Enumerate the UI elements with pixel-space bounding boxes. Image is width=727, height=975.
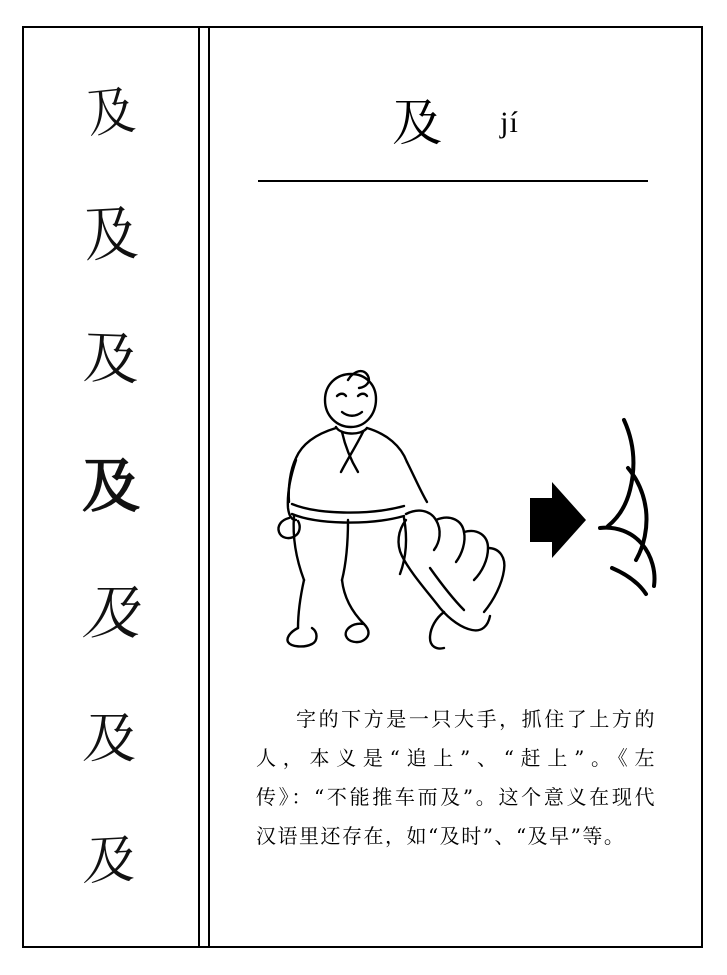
evolution-form-bronze: 及 [82,198,140,271]
explanation-paragraph: 字的下方是一只大手，抓住了上方的人，本义是“追上”、“赶上”。《左传》：“不能推车而及”。这个意义在现代汉语里还存在，如“及时”、“及早”等。 [256,707,656,848]
evolution-form-cursive: 及 [81,829,141,893]
column-divider-left [198,26,200,948]
headword-row [210,94,701,152]
evolution-form-regular: 及 [81,579,140,648]
evolution-form-seal-small: 及 [81,325,141,393]
illustration-area [230,328,685,658]
illustration-drawing [230,328,685,658]
evolution-form-oracle-bone: 及 [84,80,138,146]
script-evolution-column [24,28,198,946]
headword-character: 及 [392,94,443,152]
evolution-form-clerical: 及 [81,451,140,520]
header-rule [258,180,648,182]
entry-panel [210,28,701,946]
evolution-form-running: 及 [80,706,142,770]
pinyin-reading: jí [500,106,519,139]
